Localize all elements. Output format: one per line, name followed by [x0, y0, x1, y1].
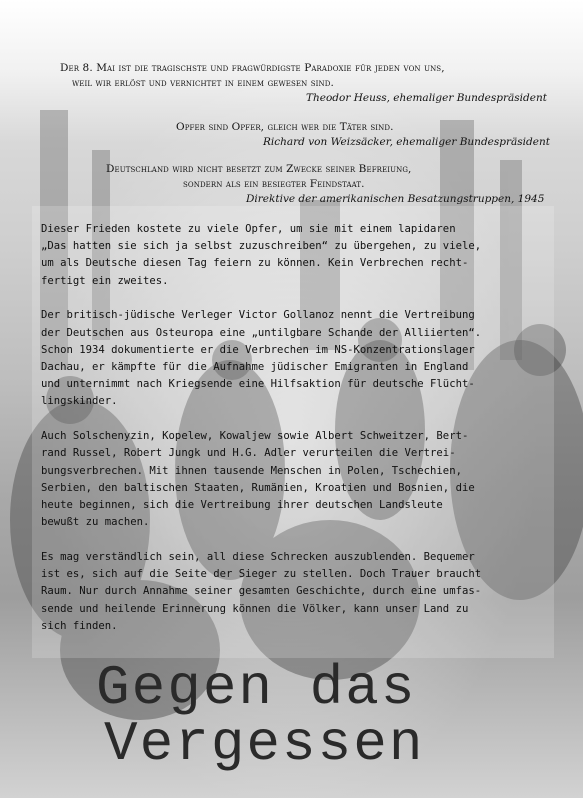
body-text [41, 221, 545, 653]
paragraph [41, 428, 545, 531]
text-line: rand Russel, Robert Jungk und H.G. Adler verurteilen die Vertrei- [41, 447, 456, 460]
text-line: heute beginnen, sich die Vertreibung ihrer deutschen Landsleute [41, 499, 443, 512]
text-line: Dachau, er kämpfte für die Aufnahme jüdischer Emigranten in England [41, 361, 469, 374]
poster-title [96, 656, 425, 776]
text-line: Serbien, den baltischen Staaten, Rumänien, Kroatien und Bosnien, die [41, 481, 475, 494]
text-line: Raum. Nur durch Annahme seiner gesamten Geschichte, durch eine umfas- [41, 585, 482, 598]
quote-attribution: Direktive der amerikanischen Besatzungstruppen, 1945 [246, 193, 545, 205]
quote-attribution: Richard von Weizsäcker, ehemaliger Bundespräsident [263, 136, 550, 148]
text-line: Auch Solschenyzin, Kopelew, Kowaljew sowie Albert Schweitzer, Bert- [41, 430, 469, 443]
paragraph [41, 221, 545, 290]
paragraph [41, 549, 545, 635]
text-line: fertigt ein zweites. [41, 274, 169, 287]
quote-line: Opfer sind Opfer, gleich wer die Täter sind. [176, 121, 394, 133]
text-line: sich finden. [41, 619, 118, 632]
text-line: bungsverbrechen. Mit ihnen tausende Menschen in Polen, Tschechien, [41, 464, 462, 477]
text-line: um als Deutsche diesen Tag feiern zu können. Kein Verbrechen recht- [41, 257, 469, 270]
quote-attribution: Theodor Heuss, ehemaliger Bundespräsident [306, 92, 547, 104]
text-line: sende und heilende Erinnerung können die Völker, kann unser Land zu [41, 602, 469, 615]
title-line: Gegen das [96, 656, 417, 720]
text-line: Der britisch-jüdische Verleger Victor Gollanoz nennt die Vertreibung [41, 309, 475, 322]
paragraph [41, 307, 545, 410]
quote-line: weil wir erlöst und vernichtet in einem gewesen sind. [72, 77, 334, 89]
quote-line: sondern als ein besiegter Feindstaat. [183, 178, 365, 190]
quote-line: Deutschland wird nicht besetzt zum Zwecke seiner Befreiung, [106, 163, 412, 175]
text-line: lingskinder. [41, 395, 118, 408]
text-line: bewußt zu machen. [41, 516, 150, 529]
text-line: Schon 1934 dokumentierte er die Verbrechen im NS-Konzentrationslager [41, 343, 475, 356]
text-line: der Deutschen aus Osteuropa eine „untilgbare Schande der Alliierten“. [41, 326, 482, 339]
text-line: Dieser Frieden kostete zu viele Opfer, um sie mit einem lapidaren [41, 223, 456, 235]
title-line: Vergessen [104, 712, 425, 776]
text-line: Es mag verständlich sein, all diese Schrecken auszublenden. Bequemer [41, 551, 475, 564]
text-line: „Das hatten sie sich ja selbst zuzuschreiben“ zu übergehen, zu viele, [41, 240, 482, 253]
text-line: ist es, sich auf die Seite der Sieger zu stellen. Doch Trauer braucht [41, 568, 482, 581]
text-line: und unternimmt nach Kriegsende eine Hilfsaktion für deutsche Flücht- [41, 378, 475, 391]
quote-line: Der 8. Mai ist die tragischste und fragwürdigste Paradoxie für jeden von uns, [60, 62, 445, 74]
